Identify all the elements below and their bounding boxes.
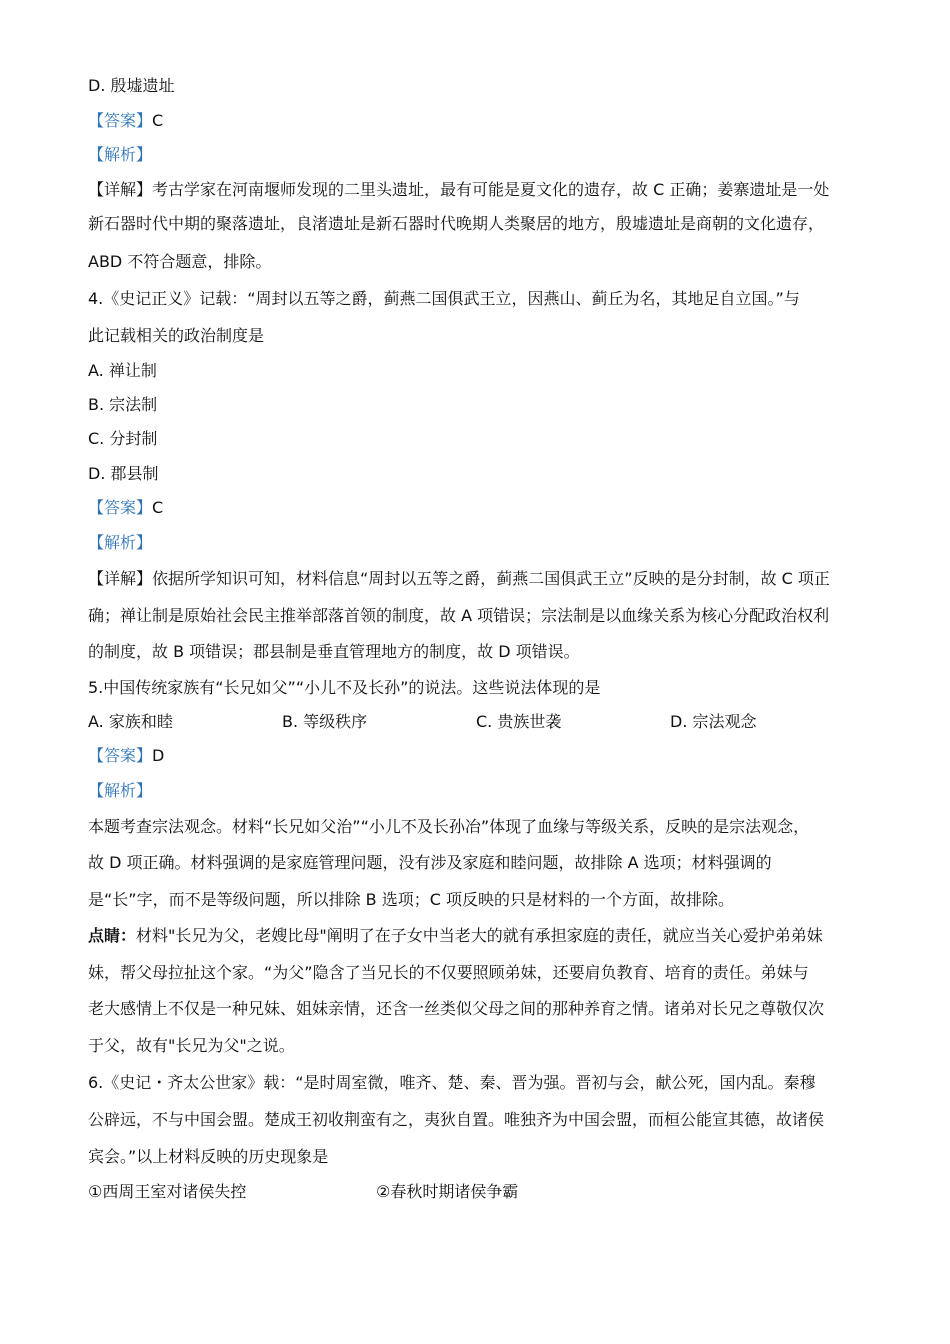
q5-option-d: D. 宗法观念 <box>670 712 757 731</box>
q4-answer <box>88 497 878 519</box>
q5-analysis-line-2: 故 D 项正确。材料强调的是家庭管理问题，没有涉及家庭和睦问题，故排除 A 选项；材料强调的 <box>88 853 772 872</box>
q3-detail-line-2: 新石器时代中期的聚落遗址，良渚遗址是新石器时代晚期人类聚居的地方，殷墟遗址是商朝的文化遗存， <box>88 214 825 233</box>
q5-point-line-1 <box>88 925 878 947</box>
q4-option-a: A. 禅让制 <box>88 361 157 380</box>
point-text: 材料"长兄为父，老嫂比母"阐明了在子女中当老大的就有承担家庭的责任，就应当关心爱护弟弟妹 <box>136 926 823 945</box>
q4-detail-line-1: 【详解】依据所学知识可知，材料信息“周封以五等之爵，蓟燕二国俱武王立”反映的是分封制，故 C 项正 <box>88 569 830 588</box>
answer-value: C <box>152 111 164 130</box>
q5-option-a: A. 家族和睦 <box>88 712 173 731</box>
answer-tag: 【答案】 <box>88 746 153 765</box>
q5-point-line-2: 妹，帮父母拉扯这个家。“为父”隐含了当兄长的不仅要照顾弟妹，还要肩负教育、培育的责任。弟妹与 <box>88 963 809 982</box>
q5-option-c: C. 贵族世袭 <box>476 712 562 731</box>
q5-point-line-4: 于父，故有"长兄为父"之说。 <box>88 1036 295 1055</box>
q4-option-b: B. 宗法制 <box>88 395 158 414</box>
q3-detail-line-3: ABD 不符合题意，排除。 <box>88 252 272 271</box>
q3-option-d: D. 殷墟遗址 <box>88 76 175 95</box>
q5-analysis-line-1: 本题考查宗法观念。材料“长兄如父治”“小儿不及长孙冶”体现了血缘与等级关系，反映的是宗法观念， <box>88 817 810 836</box>
q6-item-1: ①西周王室对诸侯失控 <box>88 1182 247 1201</box>
q4-analysis-tag: 【解析】 <box>88 533 153 552</box>
q4-detail-line-3: 的制度，故 B 项错误；郡县制是垂直管理地方的制度，故 D 项错误。 <box>88 642 580 661</box>
answer-value: C <box>152 498 164 517</box>
q5-analysis-tag: 【解析】 <box>88 781 153 800</box>
q5-analysis-line-3: 是“长”字，而不是等级问题，所以排除 B 选项；C 项反映的只是材料的一个方面，故排除。 <box>88 890 734 909</box>
q5-point-line-3: 老大感情上不仅是一种兄妹、姐妹亲情，还含一丝类似父母之间的那种养育之情。诸弟对长兄之尊敬仅次 <box>88 999 825 1018</box>
q6-stem-line-1: 6.《史记・齐太公世家》载：“是时周室微，唯齐、楚、秦、晋为强。晋初与会，献公死，国内乱。秦穆 <box>88 1073 816 1092</box>
q5-stem: 5.中国传统家族有“长兄如父”“小儿不及长孙”的说法。这些说法体现的是 <box>88 678 601 697</box>
q4-stem-line-1: 4.《史记正义》记载：“周封以五等之爵，蓟燕二国俱武王立，因燕山、蓟丘为名，其地足自立国。”与 <box>88 289 800 308</box>
q6-item-2: ②春秋时期诸侯争霸 <box>376 1182 519 1201</box>
point-label: 点睛： <box>88 926 137 945</box>
q4-option-d: D. 郡县制 <box>88 464 159 483</box>
q6-stem-line-2: 公辟远，不与中国会盟。楚成王初收荆蛮有之，夷狄自置。唯独齐为中国会盟，而桓公能宣其德，故诸侯 <box>88 1110 825 1129</box>
answer-value: D <box>152 746 165 765</box>
q5-answer <box>88 745 878 767</box>
q4-option-c: C. 分封制 <box>88 429 158 448</box>
answer-tag: 【答案】 <box>88 111 153 130</box>
q3-analysis-tag: 【解析】 <box>88 145 153 164</box>
q5-option-b: B. 等级秩序 <box>282 712 368 731</box>
q4-stem-line-2: 此记载相关的政治制度是 <box>88 326 265 345</box>
answer-tag: 【答案】 <box>88 498 153 517</box>
q4-detail-line-2: 确；禅让制是原始社会民主推举部落首领的制度，故 A 项错误；宗法制是以血缘关系为核心分配政治权利 <box>88 606 830 625</box>
q3-answer <box>88 110 878 132</box>
q6-stem-line-3: 宾会。”以上材料反映的历史现象是 <box>88 1147 329 1166</box>
q3-detail-line-1: 【详解】考古学家在河南堰师发现的二里头遗址，最有可能是夏文化的遗存，故 C 正确；姜寨遗址是一处 <box>88 180 830 199</box>
